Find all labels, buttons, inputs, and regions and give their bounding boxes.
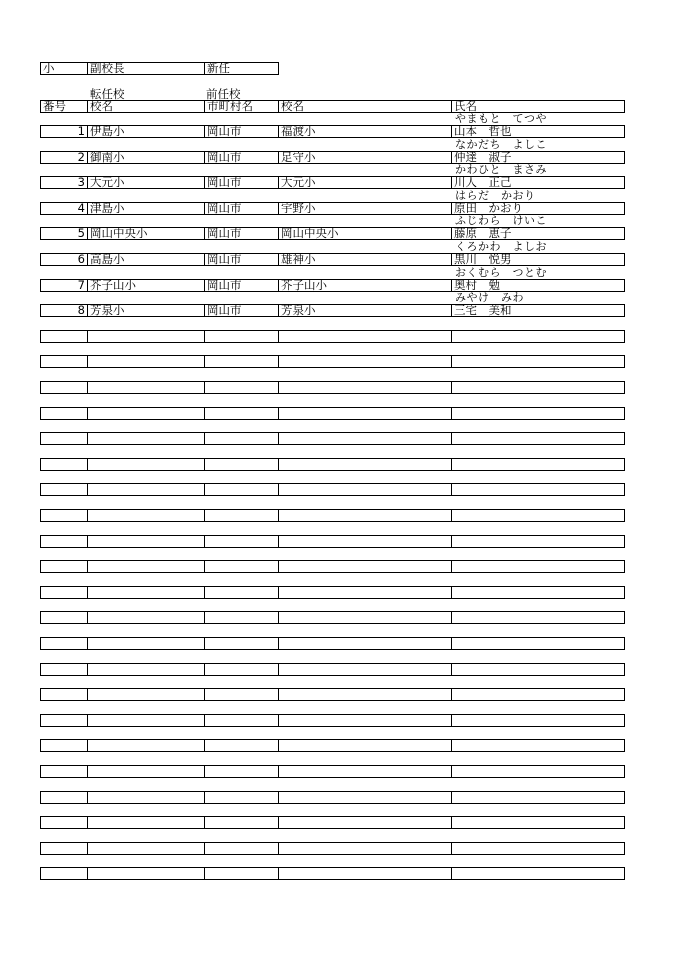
municipality-cell: 岡山市 [204, 125, 279, 138]
previous-school-cell: 芥子山小 [278, 279, 452, 292]
school-cell [87, 637, 205, 650]
number-cell [40, 867, 88, 880]
number-cell [40, 586, 88, 599]
number-cell: 2 [40, 151, 88, 164]
municipality-cell: 岡山市 [204, 304, 279, 317]
school-cell [87, 535, 205, 548]
number-cell [40, 458, 88, 471]
column-header-previous-school: 校名 [278, 100, 452, 113]
number-cell [40, 816, 88, 829]
municipality-cell [204, 688, 279, 701]
number-cell [40, 509, 88, 522]
school-cell [87, 355, 205, 368]
name-cell [451, 867, 625, 880]
name-cell: 藤原 恵子 [451, 227, 625, 240]
previous-school-cell: 大元小 [278, 176, 452, 189]
municipality-cell [204, 560, 279, 573]
school-cell: 大元小 [87, 176, 205, 189]
previous-school-cell: 岡山中央小 [278, 227, 452, 240]
municipality-cell: 岡山市 [204, 279, 279, 292]
previous-school-cell [278, 637, 452, 650]
previous-school-group-label: 前任校 [206, 87, 241, 101]
name-cell: 山本 哲也 [451, 125, 625, 138]
municipality-cell [204, 663, 279, 676]
previous-school-cell [278, 483, 452, 496]
school-cell [87, 714, 205, 727]
municipality-cell [204, 586, 279, 599]
school-cell [87, 330, 205, 343]
furigana-reading: やまもと てつや [455, 112, 547, 125]
number-cell: 1 [40, 125, 88, 138]
new-school-group-label: 転任校 [90, 87, 125, 101]
name-cell [451, 432, 625, 445]
previous-school-cell [278, 535, 452, 548]
name-cell [451, 330, 625, 343]
previous-school-cell [278, 611, 452, 624]
municipality-cell [204, 458, 279, 471]
school-cell [87, 586, 205, 599]
furigana-reading: おくむら つとむ [455, 266, 547, 279]
number-cell [40, 663, 88, 676]
name-cell: 原田 かおり [451, 202, 625, 215]
number-cell [40, 637, 88, 650]
name-cell [451, 688, 625, 701]
name-cell [451, 791, 625, 804]
municipality-cell [204, 611, 279, 624]
school-cell [87, 458, 205, 471]
furigana-reading: みやけ みわ [455, 291, 524, 304]
name-cell [451, 483, 625, 496]
municipality-cell [204, 407, 279, 420]
previous-school-cell [278, 867, 452, 880]
school-cell [87, 509, 205, 522]
name-cell [451, 381, 625, 394]
number-cell [40, 483, 88, 496]
category-cell: 新任 [204, 62, 279, 75]
school-cell [87, 842, 205, 855]
municipality-cell [204, 330, 279, 343]
previous-school-cell: 福渡小 [278, 125, 452, 138]
previous-school-cell: 芳泉小 [278, 304, 452, 317]
name-cell [451, 611, 625, 624]
name-cell [451, 842, 625, 855]
previous-school-cell [278, 842, 452, 855]
municipality-cell: 岡山市 [204, 202, 279, 215]
previous-school-cell: 宇野小 [278, 202, 452, 215]
furigana-reading: はらだ かおり [455, 189, 536, 202]
number-cell: 3 [40, 176, 88, 189]
municipality-cell [204, 765, 279, 778]
name-cell [451, 663, 625, 676]
municipality-cell: 岡山市 [204, 151, 279, 164]
municipality-cell [204, 791, 279, 804]
name-cell: 川人 正己 [451, 176, 625, 189]
furigana-reading: なかだち よしこ [455, 138, 547, 151]
municipality-cell [204, 842, 279, 855]
school-cell [87, 611, 205, 624]
school-cell: 芳泉小 [87, 304, 205, 317]
previous-school-cell [278, 688, 452, 701]
number-cell [40, 535, 88, 548]
number-cell [40, 739, 88, 752]
municipality-cell [204, 739, 279, 752]
school-cell [87, 407, 205, 420]
previous-school-cell [278, 381, 452, 394]
previous-school-cell: 足守小 [278, 151, 452, 164]
previous-school-cell [278, 330, 452, 343]
name-cell: 仲達 淑子 [451, 151, 625, 164]
school-cell: 岡山中央小 [87, 227, 205, 240]
number-cell [40, 432, 88, 445]
number-cell [40, 714, 88, 727]
number-cell: 8 [40, 304, 88, 317]
previous-school-cell [278, 586, 452, 599]
previous-school-cell [278, 816, 452, 829]
school-cell [87, 739, 205, 752]
number-cell: 7 [40, 279, 88, 292]
number-cell: 5 [40, 227, 88, 240]
name-cell [451, 816, 625, 829]
school-cell: 高島小 [87, 253, 205, 266]
number-cell [40, 765, 88, 778]
furigana-reading: くろかわ よしお [455, 240, 547, 253]
school-cell [87, 663, 205, 676]
school-cell [87, 816, 205, 829]
number-cell [40, 611, 88, 624]
previous-school-cell [278, 739, 452, 752]
municipality-cell: 岡山市 [204, 176, 279, 189]
municipality-cell [204, 432, 279, 445]
school-cell: 伊島小 [87, 125, 205, 138]
school-cell: 津島小 [87, 202, 205, 215]
level-cell: 小 [40, 62, 88, 75]
municipality-cell: 岡山市 [204, 227, 279, 240]
municipality-cell [204, 535, 279, 548]
previous-school-cell [278, 432, 452, 445]
number-cell [40, 791, 88, 804]
name-cell [451, 765, 625, 778]
number-cell [40, 330, 88, 343]
municipality-cell [204, 714, 279, 727]
previous-school-cell [278, 458, 452, 471]
number-cell [40, 688, 88, 701]
school-cell [87, 381, 205, 394]
name-cell: 奥村 勉 [451, 279, 625, 292]
number-cell [40, 355, 88, 368]
number-cell [40, 842, 88, 855]
position-cell: 副校長 [87, 62, 205, 75]
number-cell: 6 [40, 253, 88, 266]
school-cell [87, 432, 205, 445]
school-cell: 御南小 [87, 151, 205, 164]
name-cell [451, 535, 625, 548]
name-cell [451, 560, 625, 573]
municipality-cell [204, 483, 279, 496]
municipality-cell [204, 509, 279, 522]
previous-school-cell [278, 407, 452, 420]
furigana-reading: かわひと まさみ [455, 163, 547, 176]
municipality-cell: 岡山市 [204, 253, 279, 266]
number-cell: 4 [40, 202, 88, 215]
municipality-cell [204, 381, 279, 394]
column-header-municipality: 市町村名 [204, 100, 279, 113]
name-cell [451, 637, 625, 650]
municipality-cell [204, 637, 279, 650]
number-cell [40, 381, 88, 394]
number-cell [40, 407, 88, 420]
previous-school-cell [278, 509, 452, 522]
previous-school-cell [278, 663, 452, 676]
school-cell [87, 867, 205, 880]
school-cell [87, 483, 205, 496]
name-cell: 三宅 美和 [451, 304, 625, 317]
school-cell [87, 688, 205, 701]
previous-school-cell [278, 560, 452, 573]
column-header-name: 氏名 [451, 100, 625, 113]
name-cell [451, 355, 625, 368]
furigana-reading: ふじわら けいこ [455, 214, 547, 227]
name-cell [451, 458, 625, 471]
name-cell [451, 407, 625, 420]
municipality-cell [204, 355, 279, 368]
school-cell [87, 791, 205, 804]
school-cell [87, 765, 205, 778]
previous-school-cell [278, 355, 452, 368]
name-cell [451, 714, 625, 727]
previous-school-cell: 雄神小 [278, 253, 452, 266]
previous-school-cell [278, 765, 452, 778]
column-header-number: 番号 [40, 100, 88, 113]
name-cell [451, 509, 625, 522]
previous-school-cell [278, 791, 452, 804]
school-cell: 芥子山小 [87, 279, 205, 292]
school-cell [87, 560, 205, 573]
name-cell: 黒川 悦男 [451, 253, 625, 266]
municipality-cell [204, 816, 279, 829]
column-header-school: 校名 [87, 100, 205, 113]
municipality-cell [204, 867, 279, 880]
name-cell [451, 739, 625, 752]
previous-school-cell [278, 714, 452, 727]
number-cell [40, 560, 88, 573]
name-cell [451, 586, 625, 599]
